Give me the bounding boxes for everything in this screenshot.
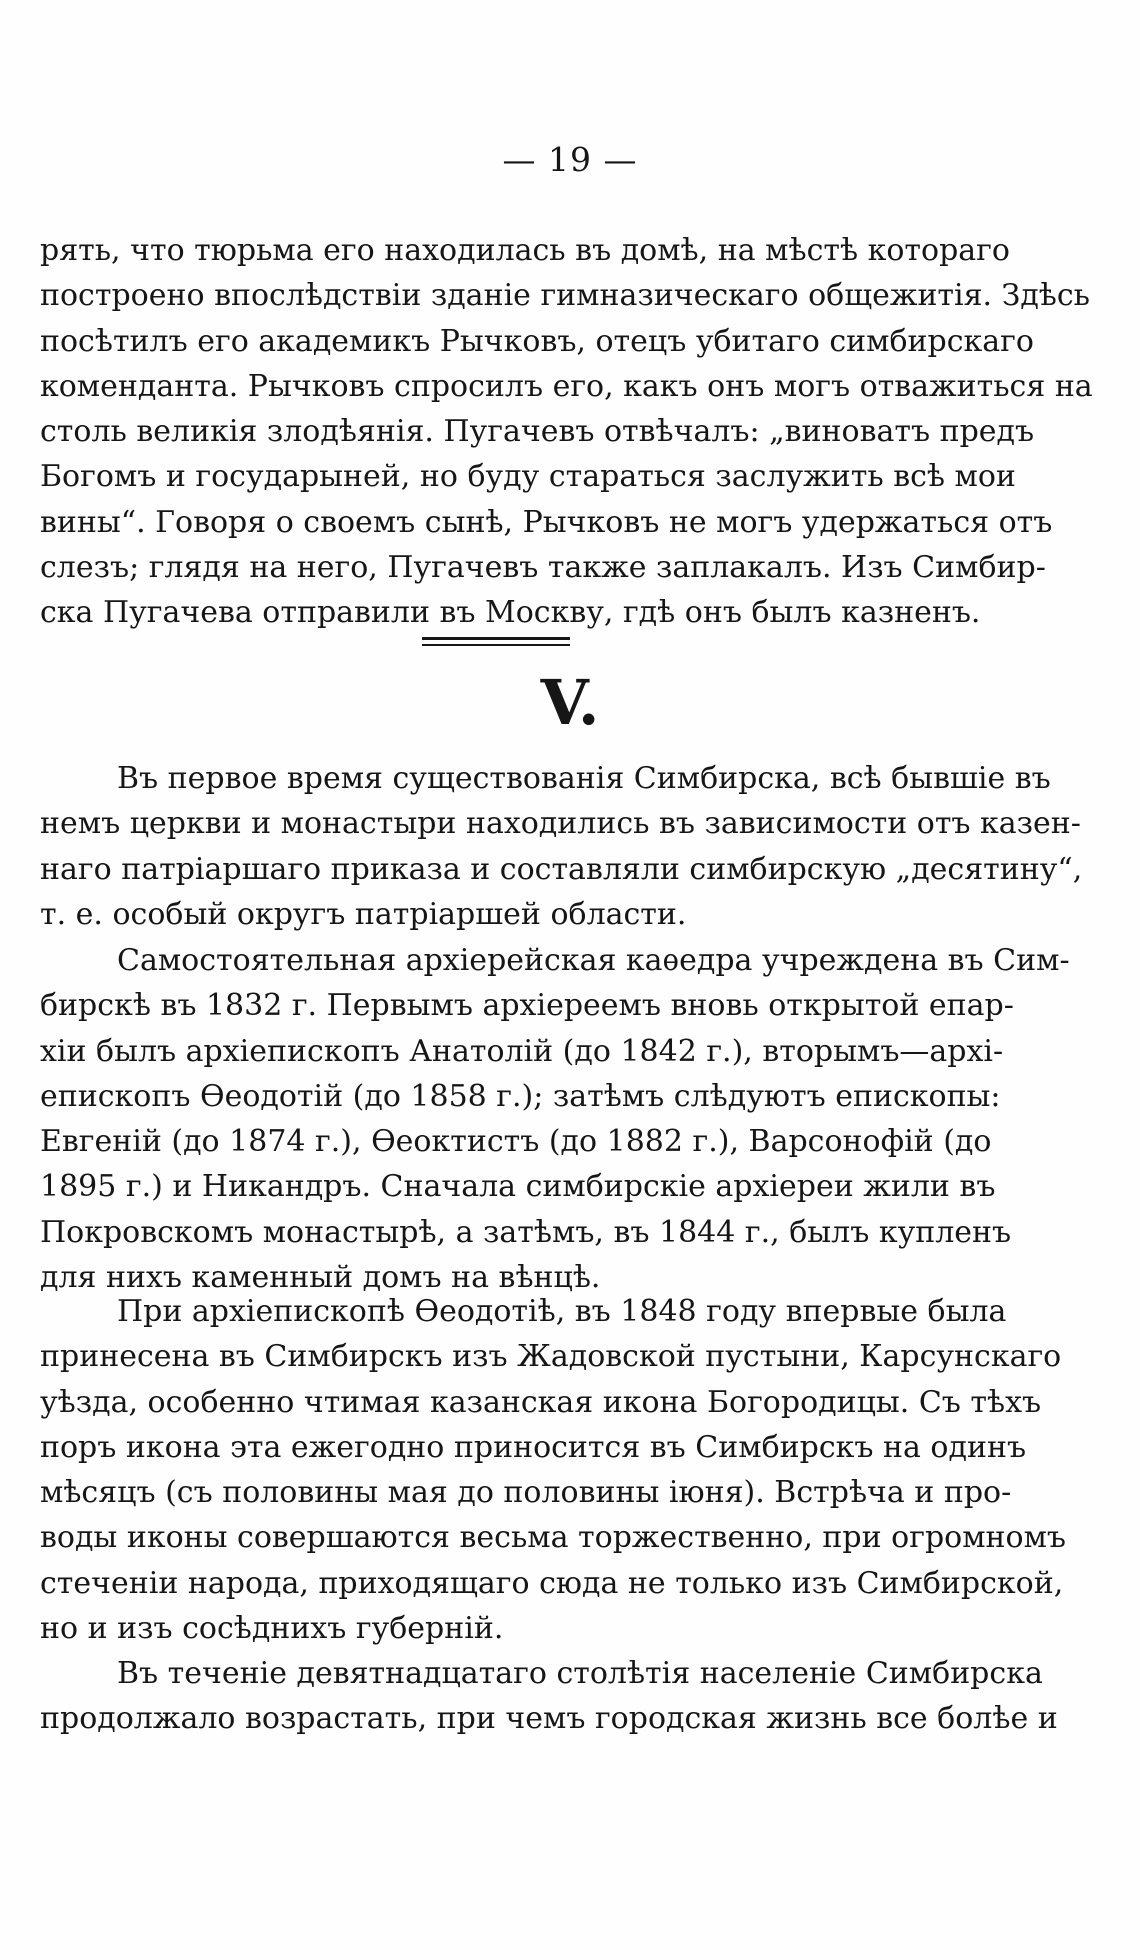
text-line: для нихъ каменный домъ на вѣнцѣ.	[40, 1260, 601, 1296]
chapter-heading: V.	[540, 666, 600, 739]
text-line: При архіепископѣ Ѳеодотіѣ, въ 1848 году впервые была	[117, 1294, 1007, 1329]
text-line: Богомъ и государыней, но буду стараться заслужить всѣ мои	[40, 459, 1016, 495]
text-line: Покровскомъ монастырѣ, а затѣмъ, въ 1844 г., былъ купленъ	[40, 1214, 1012, 1250]
text-line: столь великія злодѣянія. Пугачевъ отвѣчалъ: „виноватъ предъ	[40, 414, 1035, 450]
text-line: но и изъ сосѣднихъ губерній.	[40, 1611, 504, 1647]
paragraph-4	[40, 1289, 1067, 1651]
text-line: бирскѣ въ 1832 г. Первымъ архіереемъ вновь открытой епар-	[40, 988, 1014, 1024]
text-line: принесена въ Симбирскъ изъ Жадовской пустыни, Карсунскаго	[40, 1339, 1062, 1375]
text-line: продолжало возрастать, при чемъ городская жизнь все болѣе и	[40, 1701, 1058, 1737]
text-line: рять, что тюрьма его находилась въ домѣ, на мѣстѣ котораго	[40, 233, 1010, 268]
text-line: т. е. особый округъ патріаршей области.	[40, 896, 687, 932]
text-line: уѣзда, особенно чтимая казанская икона Богородицы. Съ тѣхъ	[40, 1384, 1042, 1420]
text-line: наго патріаршаго приказа и составляли симбирскую „десятину“,	[40, 851, 1083, 887]
text-line: мѣсяцъ (съ половины мая до половины іюня). Встрѣча и про-	[40, 1475, 1012, 1511]
text-line: Въ первое время существованія Симбирска, всѣ бывшіе въ	[117, 761, 1051, 796]
text-line: воды иконы совершаются весьма торжественно, при огромномъ	[40, 1520, 1067, 1556]
text-line: вины“. Говоря о своемъ сынѣ, Рычковъ не могъ удержаться отъ	[40, 504, 1053, 540]
page-number: — 19 —	[502, 140, 638, 179]
text-line: коменданта. Рычковъ спросилъ его, какъ онъ могъ отважиться на	[40, 368, 1093, 404]
paragraph-5	[40, 1651, 1058, 1742]
paragraph-2	[40, 756, 1083, 937]
text-line: Евгеній (до 1874 г.), Ѳеоктистъ (до 1882 г.), Варсонофій (до	[40, 1124, 992, 1160]
text-line: стеченіи народа, приходящаго сюда не только изъ Симбирской,	[40, 1565, 1064, 1601]
text-line: ска Пугачева отправили въ Москву, гдѣ онъ былъ казненъ.	[40, 595, 981, 631]
section-divider	[422, 637, 570, 646]
text-line: немъ церкви и монастыри находились въ зависимости отъ казен-	[40, 806, 1081, 842]
text-line: Въ теченіе девятнадцатаго столѣтія населеніе Симбирска	[117, 1656, 1043, 1691]
paragraph-1	[40, 228, 1093, 636]
text-line: 1895 г.) и Никандръ. Сначала симбирскіе архіереи жили въ	[40, 1169, 996, 1205]
text-line: хіи былъ архіепископъ Анатолій (до 1842 г.), вторымъ—архі-	[40, 1033, 1004, 1069]
text-line: посѣтилъ его академикъ Рычковъ, отецъ убитаго симбирскаго	[40, 323, 1034, 359]
text-line: поръ икона эта ежегодно приносится въ Симбирскъ на одинъ	[40, 1429, 1027, 1465]
text-line: слезъ; глядя на него, Пугачевъ также заплакалъ. Изъ Симбир-	[40, 550, 1046, 586]
paragraph-3	[40, 938, 1070, 1300]
text-line: Самостоятельная архіерейская каѳедра учреждена въ Сим-	[117, 943, 1070, 978]
text-line: построено впослѣдствіи зданіе гимназическаго общежитія. Здѣсь	[40, 278, 1091, 314]
text-line: епископъ Ѳеодотій (до 1858 г.); затѣмъ слѣдуютъ епископы:	[40, 1078, 1001, 1114]
